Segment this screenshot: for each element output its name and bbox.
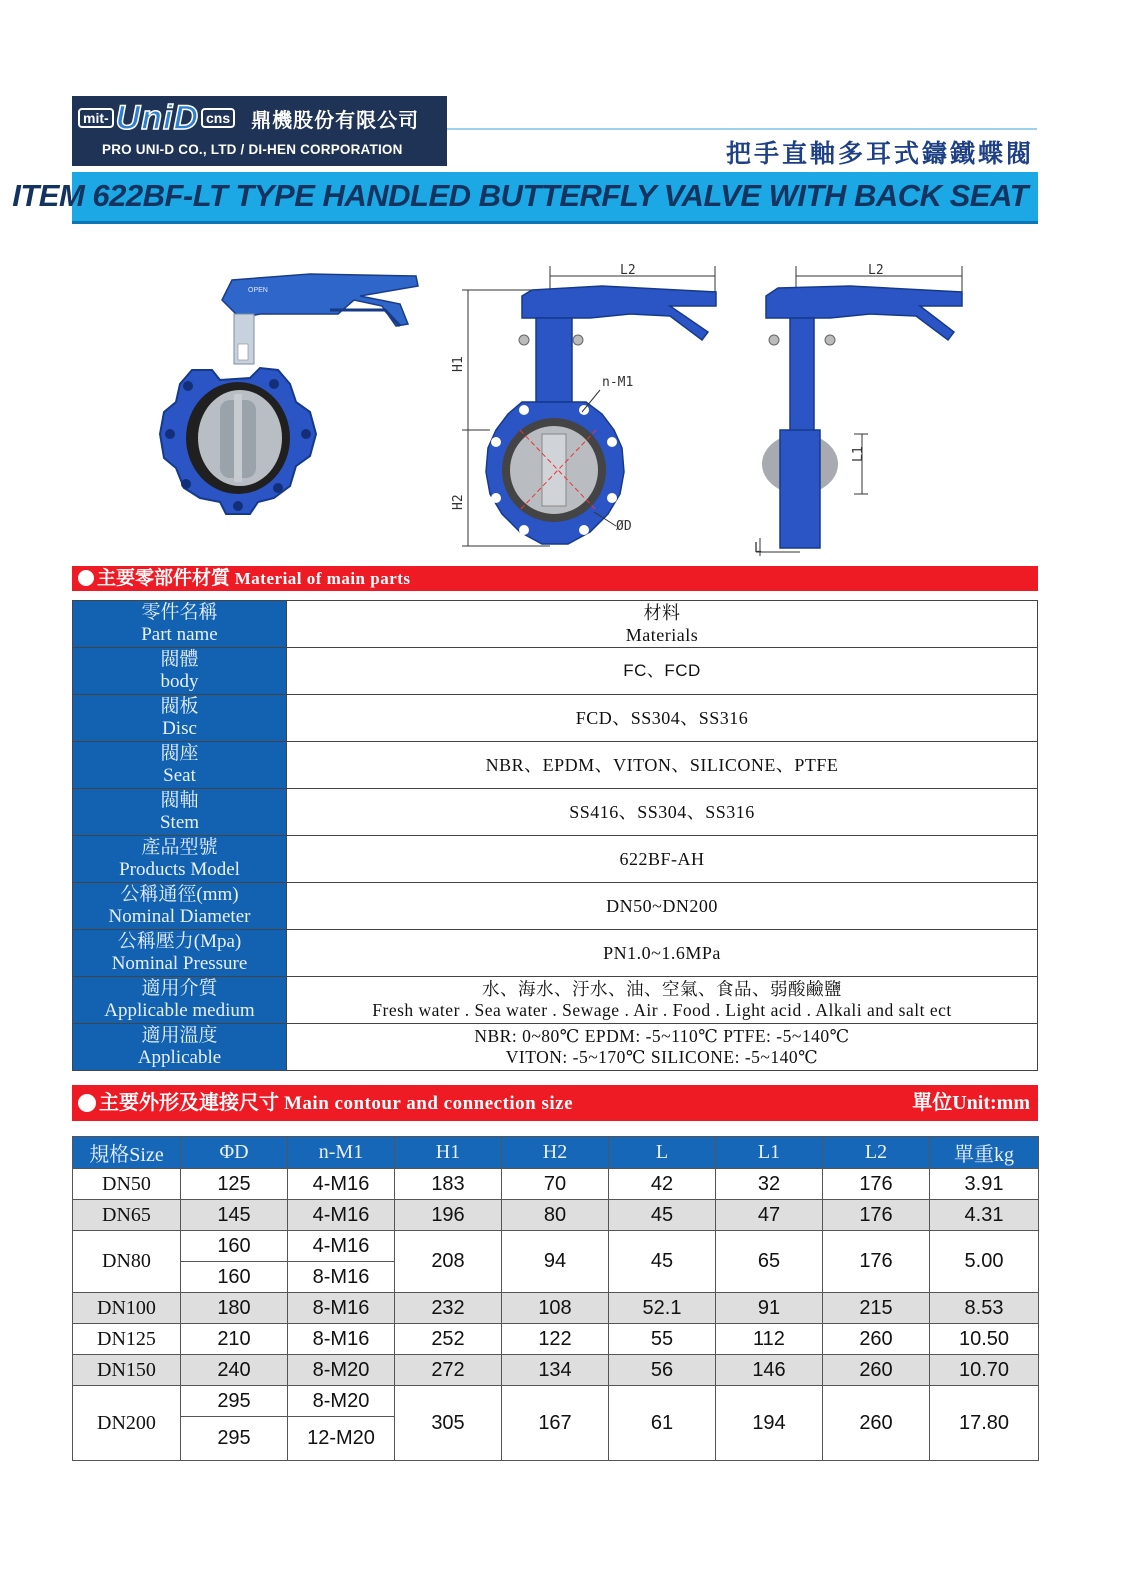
col-header: n-M1 bbox=[288, 1137, 395, 1169]
cell-l1: 91 bbox=[716, 1293, 823, 1324]
cell-l: 42 bbox=[609, 1169, 716, 1200]
cell-l2: 176 bbox=[823, 1200, 930, 1231]
col-header: L bbox=[609, 1137, 716, 1169]
label-cn: 公稱通徑(mm) bbox=[120, 884, 239, 905]
cell-l: 61 bbox=[609, 1386, 716, 1461]
row-label bbox=[73, 742, 287, 789]
label-en: Products Model bbox=[119, 859, 240, 880]
value-line-1: 材料 bbox=[643, 603, 681, 623]
table-row bbox=[73, 836, 1038, 883]
cell-l1: 112 bbox=[716, 1324, 823, 1355]
row-value: DN50~DN200 bbox=[287, 883, 1038, 930]
row-label bbox=[73, 1024, 287, 1071]
row-label bbox=[73, 930, 287, 977]
dim-label-l1: L1 bbox=[851, 446, 866, 462]
value-line-1: 水、海水、汙水、油、空氣、食品、弱酸鹼鹽 bbox=[482, 979, 842, 999]
label-cn: 適用介質 bbox=[141, 978, 218, 999]
cell-h2: 134 bbox=[502, 1355, 609, 1386]
logo-unid: UniD bbox=[115, 99, 199, 137]
label-en: Applicable bbox=[137, 1047, 222, 1068]
cell-size: DN150 bbox=[73, 1355, 181, 1386]
cell-h1: 305 bbox=[395, 1386, 502, 1461]
cell-l2: 260 bbox=[823, 1386, 930, 1461]
bullet-icon bbox=[78, 1094, 96, 1112]
cell-nm1: 8-M16 bbox=[288, 1324, 395, 1355]
cell-d: 125 bbox=[181, 1169, 288, 1200]
label-cn: 閥板 bbox=[160, 696, 199, 717]
cell-d: 160 bbox=[181, 1231, 288, 1262]
table-row bbox=[73, 1293, 1039, 1324]
cell-l: 55 bbox=[609, 1324, 716, 1355]
label-en: Part name bbox=[141, 624, 218, 645]
label-en: Applicable medium bbox=[104, 1000, 255, 1021]
value-line-1: NBR: 0~80℃ EPDM: -5~110℃ PTFE: -5~140℃ bbox=[474, 1026, 850, 1046]
table-row bbox=[73, 695, 1038, 742]
cell-kg: 10.70 bbox=[930, 1355, 1039, 1386]
col-header: H1 bbox=[395, 1137, 502, 1169]
cell-l2: 176 bbox=[823, 1231, 930, 1293]
product-title-en: ITEM 622BF-LT TYPE HANDLED BUTTERFLY VALVE WITH BACK SEAT bbox=[12, 178, 1028, 213]
cell-nm1: 12-M20 bbox=[288, 1417, 395, 1461]
row-value bbox=[287, 977, 1038, 1024]
row-label bbox=[73, 836, 287, 883]
cell-h1: 232 bbox=[395, 1293, 502, 1324]
row-label bbox=[73, 695, 287, 742]
side-view-valve bbox=[762, 286, 962, 548]
table-row bbox=[73, 601, 1038, 648]
table-row bbox=[73, 1324, 1039, 1355]
cell-h1: 183 bbox=[395, 1169, 502, 1200]
label-cn: 閥座 bbox=[160, 743, 199, 764]
dim-label-nm1: n-M1 bbox=[602, 375, 634, 390]
row-label bbox=[73, 648, 287, 695]
dim-label-od: ØD bbox=[616, 519, 632, 534]
cell-l2: 176 bbox=[823, 1169, 930, 1200]
table-row bbox=[73, 1200, 1039, 1231]
cell-size: DN50 bbox=[73, 1169, 181, 1200]
cell-h2: 94 bbox=[502, 1231, 609, 1293]
row-value: NBR、EPDM、VITON、SILICONE、PTFE bbox=[287, 742, 1038, 789]
dim-label-h1: H1 bbox=[451, 356, 466, 372]
label-en: Nominal Diameter bbox=[108, 906, 251, 927]
dim-label-h2: H2 bbox=[451, 494, 466, 510]
value-line-2: Fresh water . Sea water . Sewage . Air . Food . Light acid . Alkali and salt ect bbox=[372, 1000, 952, 1020]
cell-d: 210 bbox=[181, 1324, 288, 1355]
table-row bbox=[73, 1169, 1039, 1200]
row-value: SS416、SS304、SS316 bbox=[287, 789, 1038, 836]
company-name-cn: 鼎機股份有限公司 bbox=[251, 107, 420, 132]
label-en: Seat bbox=[163, 765, 196, 786]
cell-l: 56 bbox=[609, 1355, 716, 1386]
cell-h2: 122 bbox=[502, 1324, 609, 1355]
cell-d: 295 bbox=[181, 1386, 288, 1417]
logo-mark bbox=[78, 99, 420, 137]
cell-d: 180 bbox=[181, 1293, 288, 1324]
cell-kg: 10.50 bbox=[930, 1324, 1039, 1355]
company-logo bbox=[72, 96, 447, 166]
cell-d: 160 bbox=[181, 1262, 288, 1293]
cell-size: DN125 bbox=[73, 1324, 181, 1355]
product-banner bbox=[12, 172, 1038, 224]
front-view-valve bbox=[486, 286, 716, 544]
row-label bbox=[73, 977, 287, 1024]
valve-drawings bbox=[150, 252, 980, 562]
cell-nm1: 4-M16 bbox=[288, 1200, 395, 1231]
table-row bbox=[73, 883, 1038, 930]
cell-h2: 80 bbox=[502, 1200, 609, 1231]
cell-d: 240 bbox=[181, 1355, 288, 1386]
row-value: FCD、SS304、SS316 bbox=[287, 695, 1038, 742]
col-header: H2 bbox=[502, 1137, 609, 1169]
row-value: FC、FCD bbox=[287, 648, 1038, 695]
cell-nm1: 8-M20 bbox=[288, 1355, 395, 1386]
dimensions-title-cn: 主要外形及連接尺寸 bbox=[99, 1092, 279, 1114]
table-row bbox=[73, 648, 1038, 695]
cell-l: 45 bbox=[609, 1200, 716, 1231]
cell-l: 45 bbox=[609, 1231, 716, 1293]
cell-h1: 252 bbox=[395, 1324, 502, 1355]
table-row bbox=[73, 1231, 1039, 1262]
col-header: ΦD bbox=[181, 1137, 288, 1169]
row-value bbox=[287, 1024, 1038, 1071]
logo-mit: mit- bbox=[78, 108, 114, 128]
value-line-2: VITON: -5~170℃ SILICONE: -5~140℃ bbox=[505, 1047, 819, 1067]
materials-section-header bbox=[72, 566, 1038, 591]
table-row bbox=[73, 1024, 1038, 1071]
cell-h1: 272 bbox=[395, 1355, 502, 1386]
cell-h2: 108 bbox=[502, 1293, 609, 1324]
bullet-icon bbox=[78, 570, 94, 586]
table-row bbox=[73, 742, 1038, 789]
cell-nm1: 8-M16 bbox=[288, 1262, 395, 1293]
table-row bbox=[73, 977, 1038, 1024]
col-header: 規格Size bbox=[73, 1137, 181, 1169]
cell-d: 295 bbox=[181, 1417, 288, 1461]
dim-label-l: L bbox=[754, 541, 762, 556]
materials-title-en: Material of main parts bbox=[234, 569, 411, 588]
cell-kg: 3.91 bbox=[930, 1169, 1039, 1200]
table-row bbox=[73, 789, 1038, 836]
cell-size: DN65 bbox=[73, 1200, 181, 1231]
cell-nm1: 4-M16 bbox=[288, 1169, 395, 1200]
label-en: Stem bbox=[159, 812, 200, 833]
row-label bbox=[73, 601, 287, 648]
value-line-2: Materials bbox=[625, 625, 699, 645]
cell-nm1: 4-M16 bbox=[288, 1231, 395, 1262]
unit-label: 單位Unit:mm bbox=[912, 1092, 1030, 1114]
row-label bbox=[73, 789, 287, 836]
materials-table bbox=[72, 600, 1038, 1071]
header-divider bbox=[447, 128, 1037, 130]
cell-l2: 260 bbox=[823, 1324, 930, 1355]
cell-h2: 70 bbox=[502, 1169, 609, 1200]
label-cn: 閥軸 bbox=[160, 790, 199, 811]
dimensions-section-header bbox=[72, 1085, 1038, 1121]
cell-l: 52.1 bbox=[609, 1293, 716, 1324]
col-header: L2 bbox=[823, 1137, 930, 1169]
row-value: 622BF-AH bbox=[287, 836, 1038, 883]
dim-label-l2-side: L2 bbox=[868, 263, 884, 278]
label-cn: 零件名稱 bbox=[141, 602, 218, 623]
cell-nm1: 8-M16 bbox=[288, 1293, 395, 1324]
open-marking: OPEN bbox=[248, 287, 268, 294]
dimensions-table bbox=[72, 1136, 1039, 1461]
table-row bbox=[73, 930, 1038, 977]
table-header-row bbox=[73, 1137, 1039, 1169]
col-header: L1 bbox=[716, 1137, 823, 1169]
company-name-en: PRO UNI-D CO., LTD / DI-HEN CORPORATION bbox=[102, 142, 403, 157]
product-title-cn: 把手直軸多耳式鑄鐵蝶閥 bbox=[725, 139, 1034, 168]
label-cn: 公稱壓力(Mpa) bbox=[117, 931, 242, 952]
cell-l1: 65 bbox=[716, 1231, 823, 1293]
label-cn: 適用溫度 bbox=[141, 1025, 218, 1046]
cell-size: DN80 bbox=[73, 1231, 181, 1293]
label-en: Nominal Pressure bbox=[111, 953, 248, 974]
row-value: PN1.0~1.6MPa bbox=[287, 930, 1038, 977]
cell-kg: 4.31 bbox=[930, 1200, 1039, 1231]
cell-kg: 17.80 bbox=[930, 1386, 1039, 1461]
table-row bbox=[73, 1355, 1039, 1386]
cell-l1: 146 bbox=[716, 1355, 823, 1386]
row-value bbox=[287, 601, 1038, 648]
materials-title-cn: 主要零部件材質 bbox=[97, 568, 231, 589]
cell-h1: 196 bbox=[395, 1200, 502, 1231]
cell-l1: 194 bbox=[716, 1386, 823, 1461]
cell-size: DN100 bbox=[73, 1293, 181, 1324]
cell-nm1: 8-M20 bbox=[288, 1386, 395, 1417]
cell-size: DN200 bbox=[73, 1386, 181, 1461]
label-cn: 閥體 bbox=[160, 649, 199, 670]
cell-l2: 215 bbox=[823, 1293, 930, 1324]
col-header: 單重kg bbox=[930, 1137, 1039, 1169]
cell-kg: 5.00 bbox=[930, 1231, 1039, 1293]
cell-d: 145 bbox=[181, 1200, 288, 1231]
cell-h2: 167 bbox=[502, 1386, 609, 1461]
dim-label-l2: L2 bbox=[620, 263, 636, 278]
dimensions-title-en: Main contour and connection size bbox=[284, 1093, 574, 1114]
cell-kg: 8.53 bbox=[930, 1293, 1039, 1324]
cell-l2: 260 bbox=[823, 1355, 930, 1386]
table-row bbox=[73, 1386, 1039, 1417]
logo-cns: cns bbox=[201, 108, 235, 128]
cell-h1: 208 bbox=[395, 1231, 502, 1293]
label-en: body bbox=[160, 671, 199, 692]
cell-l1: 32 bbox=[716, 1169, 823, 1200]
valve-photo bbox=[160, 274, 418, 514]
row-label bbox=[73, 883, 287, 930]
label-en: Disc bbox=[162, 718, 197, 739]
cell-l1: 47 bbox=[716, 1200, 823, 1231]
label-cn: 產品型號 bbox=[141, 837, 218, 858]
